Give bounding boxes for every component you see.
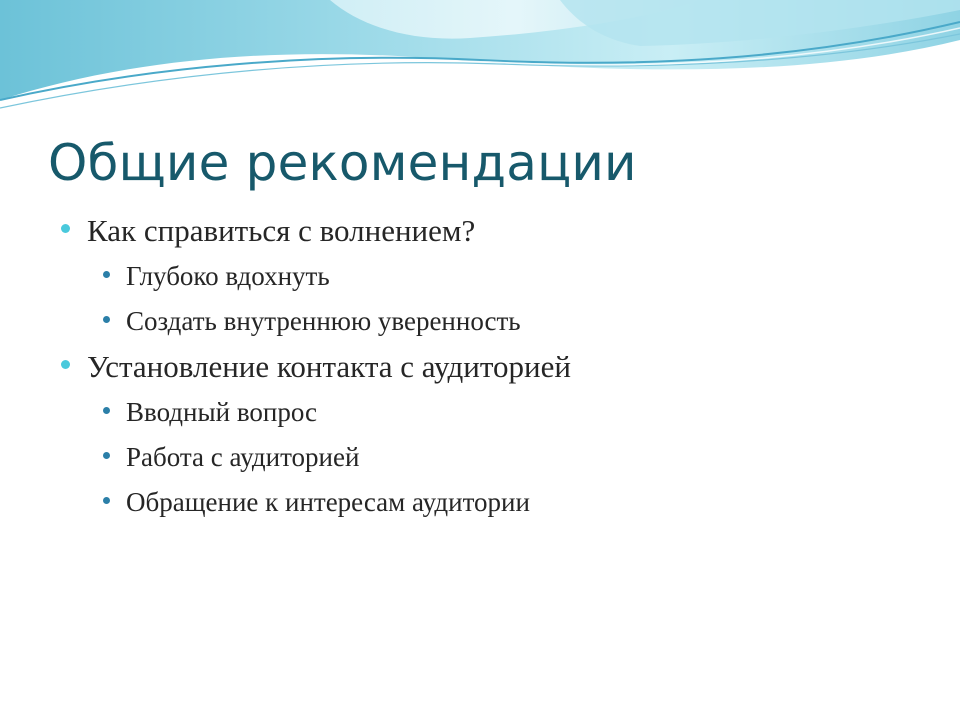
bullet-text: Вводный вопрос: [126, 397, 317, 427]
bullet-text: Обращение к интересам аудитории: [126, 487, 530, 517]
bullet-dot-icon: [103, 497, 110, 504]
sub-bullet-list: [60, 254, 571, 344]
bullet-item-level2: [60, 480, 571, 525]
bullet-dot-icon: [103, 407, 110, 414]
bullet-text: Установление контакта с аудиторией: [87, 349, 571, 384]
bullet-dot-icon: [61, 360, 70, 369]
wave-header-decoration: [0, 0, 960, 120]
bullet-dot-icon: [103, 271, 110, 278]
bullet-item-level2: [60, 299, 571, 344]
bullet-text: Создать внутреннюю уверенность: [126, 306, 521, 336]
sub-list-container: [60, 390, 571, 525]
bullet-item-level2: [60, 254, 571, 299]
bullet-list: [60, 208, 571, 525]
bullet-dot-icon: [61, 224, 70, 233]
bullet-dot-icon: [103, 452, 110, 459]
sub-list-container: [60, 254, 571, 344]
slide-title: Общие рекомендации: [48, 134, 637, 192]
bullet-text: Глубоко вдохнуть: [126, 261, 330, 291]
bullet-item-level2: [60, 390, 571, 435]
bullet-item-level1: [60, 208, 571, 254]
bullet-text: Работа с аудиторией: [126, 442, 360, 472]
sub-bullet-list: [60, 390, 571, 525]
bullet-text: Как справиться с волнением?: [87, 213, 476, 248]
bullet-dot-icon: [103, 316, 110, 323]
bullet-item-level2: [60, 435, 571, 480]
bullet-item-level1: [60, 344, 571, 390]
